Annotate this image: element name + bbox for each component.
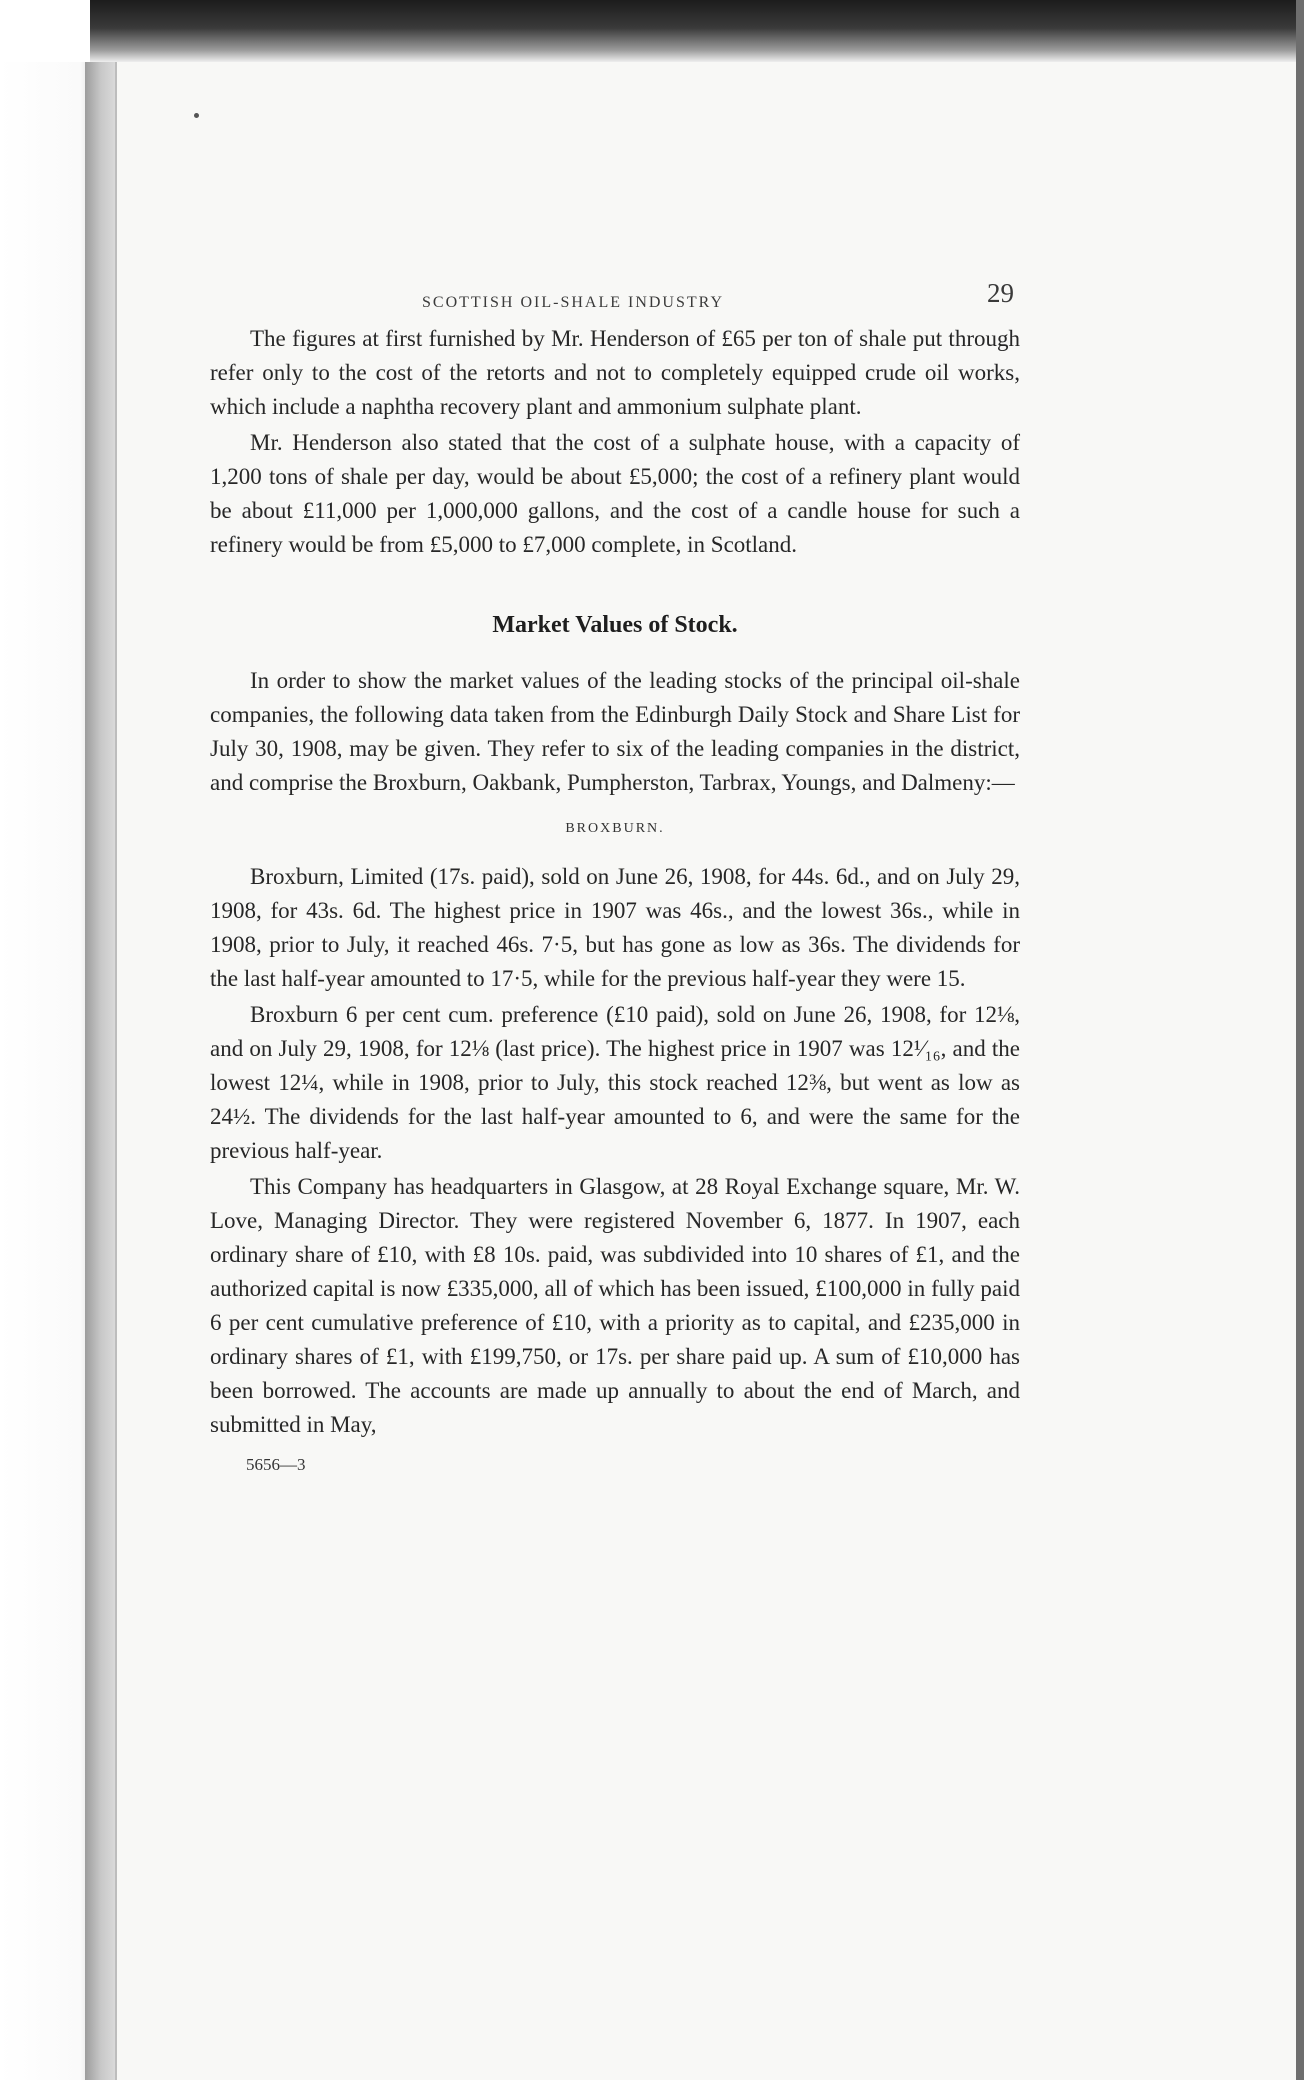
scan-top-edge: [0, 0, 1304, 62]
paragraph-broxburn-preference: Broxburn 6 per cent cum. preference (£10 paid), sold on June 26, 1908, for 12⅛, and on July 29, 1908, for 12⅛ (last price). The highest price in 1907 was 12¹⁄₁₆, and the lowest 12¼, while in 1908, prior to July, this stock reached 12⅜, but went as low as 24½. The dividends for the last half-year amounted to 6, and were the same for the previous half-year.: [210, 1002, 1020, 1163]
left-margin: [0, 0, 95, 2080]
page-text: [210, 280, 1020, 1482]
paragraph-market-values-intro: In order to show the market values of the leading stocks of the principal oil-shale companies, the following data taken from the Edinburgh Daily Stock and Share List for July 30, 1908, may be given. They refer to six of the leading companies in the district, and comprise the Broxburn, Oakbank, Pumpherston, Tarbrax, Youngs, and Dalmeny:—: [210, 668, 1020, 795]
paragraph-henderson-figures: The figures at first furnished by Mr. Henderson of £65 per ton of shale put through refer only to the cost of the retorts and not to completely equipped crude oil works, which include a naphtha recovery plant and ammonium sulphate plant.: [210, 326, 1020, 419]
running-head: [210, 280, 1020, 316]
page-number: 29: [987, 278, 1014, 308]
running-head-title: SCOTTISH OIL-SHALE INDUSTRY: [422, 294, 724, 311]
scan-top-left-blank: [0, 0, 90, 62]
paragraph-henderson-costs: Mr. Henderson also stated that the cost of a sulphate house, with a capacity of 1,200 tons of shale per day, would be about £5,000; the cost of a refinery plant would be about £11,000 per 1,000,000 gallons, and the cost of a candle house for such a refinery would be from £5,000 to £7,000 complete, in Scotland.: [210, 430, 1020, 557]
section-heading: Market Values of Stock.: [492, 612, 738, 638]
scan-right-edge: [1296, 0, 1304, 2080]
signature-mark: 5656—3: [246, 1455, 306, 1474]
subheading-broxburn: BROXBURN.: [565, 821, 665, 836]
paragraph-broxburn-company: This Company has headquarters in Glasgow, at 28 Royal Exchange square, Mr. W. Love, Managing Director. They were registered November 6, 1877. In 1907, each ordinary share of £10, with £8 10s. paid, was subdivided into 10 shares of £1, and the authorized capital is now £335,000, all of which has been issued, £100,000 in fully paid 6 per cent cumulative preference of £10, with a priority as to capital, and £235,000 in ordinary shares of £1, with £199,750, or 17s. per share paid up. A sum of £10,000 has been borrowed. The accounts are made up annually to about the end of March, and submitted in May,: [210, 1174, 1020, 1437]
paragraph-broxburn-limited: Broxburn, Limited (17s. paid), sold on June 26, 1908, for 44s. 6d., and on July 29, 1908, for 43s. 6d. The highest price in 1907 was 46s., and the lowest 36s., while in 1908, prior to July, it reached 46s. 7·5, but has gone as low as 36s. The dividends for the last half-year amounted to 17·5, while for the previous half-year they were 15.: [210, 864, 1020, 991]
margin-mark: [194, 113, 199, 118]
